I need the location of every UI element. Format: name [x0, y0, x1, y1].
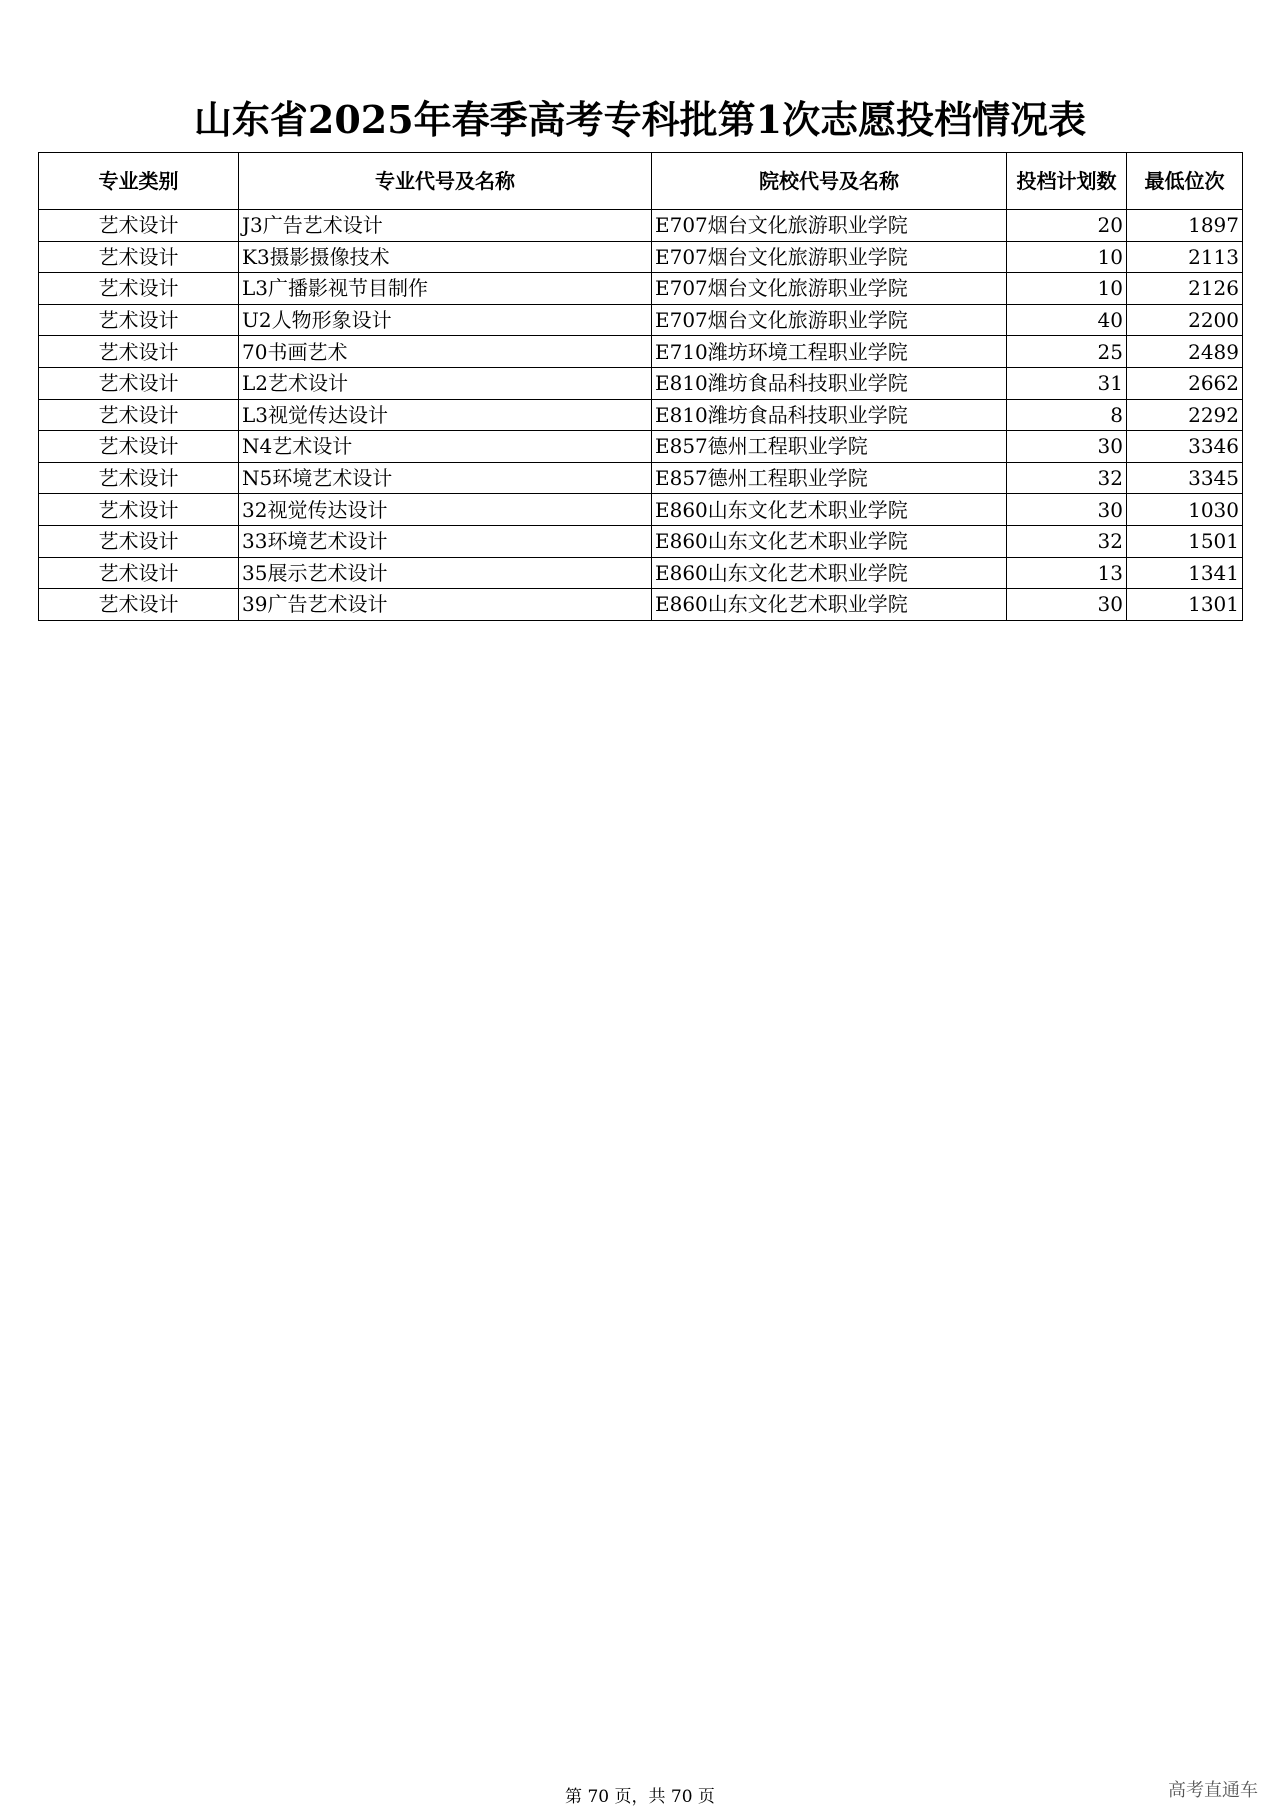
cell-plan: 32	[1007, 525, 1127, 557]
header-min-rank: 最低位次	[1127, 153, 1243, 210]
cell-category: 艺术设计	[39, 210, 239, 242]
admission-table	[38, 152, 1243, 621]
cell-major: 39广告艺术设计	[239, 589, 652, 621]
cell-min-rank: 1501	[1127, 525, 1243, 557]
cell-school: E810潍坊食品科技职业学院	[652, 399, 1007, 431]
table-row	[39, 462, 1243, 494]
cell-min-rank: 3346	[1127, 431, 1243, 463]
cell-category: 艺术设计	[39, 557, 239, 589]
cell-school: E860山东文化艺术职业学院	[652, 557, 1007, 589]
table-row	[39, 431, 1243, 463]
cell-school: E860山东文化艺术职业学院	[652, 589, 1007, 621]
header-category: 专业类别	[39, 153, 239, 210]
cell-category: 艺术设计	[39, 589, 239, 621]
cell-plan: 30	[1007, 589, 1127, 621]
cell-major: K3摄影摄像技术	[239, 241, 652, 273]
cell-school: E707烟台文化旅游职业学院	[652, 304, 1007, 336]
table-row	[39, 494, 1243, 526]
cell-plan: 10	[1007, 241, 1127, 273]
cell-min-rank: 3345	[1127, 462, 1243, 494]
table-row	[39, 273, 1243, 305]
cell-min-rank: 2200	[1127, 304, 1243, 336]
cell-category: 艺术设计	[39, 494, 239, 526]
cell-min-rank: 1341	[1127, 557, 1243, 589]
cell-major: J3广告艺术设计	[239, 210, 652, 242]
cell-major: N5环境艺术设计	[239, 462, 652, 494]
cell-school: E707烟台文化旅游职业学院	[652, 241, 1007, 273]
cell-school: E860山东文化艺术职业学院	[652, 525, 1007, 557]
table-row	[39, 336, 1243, 368]
cell-plan: 25	[1007, 336, 1127, 368]
brand-watermark: 高考直通车	[1168, 1780, 1258, 1801]
cell-plan: 32	[1007, 462, 1127, 494]
cell-school: E707烟台文化旅游职业学院	[652, 210, 1007, 242]
table-row	[39, 210, 1243, 242]
table-row	[39, 525, 1243, 557]
header-major: 专业代号及名称	[239, 153, 652, 210]
cell-category: 艺术设计	[39, 273, 239, 305]
cell-category: 艺术设计	[39, 462, 239, 494]
cell-min-rank: 2126	[1127, 273, 1243, 305]
cell-school: E857德州工程职业学院	[652, 462, 1007, 494]
cell-plan: 31	[1007, 367, 1127, 399]
page-footer: 第 70 页，共 70 页	[565, 1787, 715, 1807]
table-header-row	[39, 153, 1243, 210]
cell-min-rank: 2662	[1127, 367, 1243, 399]
table-row	[39, 367, 1243, 399]
cell-major: 32视觉传达设计	[239, 494, 652, 526]
cell-category: 艺术设计	[39, 525, 239, 557]
cell-min-rank: 1030	[1127, 494, 1243, 526]
cell-plan: 30	[1007, 431, 1127, 463]
header-school: 院校代号及名称	[652, 153, 1007, 210]
cell-category: 艺术设计	[39, 304, 239, 336]
cell-school: E857德州工程职业学院	[652, 431, 1007, 463]
cell-school: E707烟台文化旅游职业学院	[652, 273, 1007, 305]
cell-school: E810潍坊食品科技职业学院	[652, 367, 1007, 399]
table-row	[39, 589, 1243, 621]
cell-plan: 20	[1007, 210, 1127, 242]
cell-min-rank: 1301	[1127, 589, 1243, 621]
cell-major: N4艺术设计	[239, 431, 652, 463]
cell-major: L3视觉传达设计	[239, 399, 652, 431]
cell-major: 35展示艺术设计	[239, 557, 652, 589]
table-row	[39, 304, 1243, 336]
cell-school: E710潍坊环境工程职业学院	[652, 336, 1007, 368]
cell-plan: 40	[1007, 304, 1127, 336]
cell-min-rank: 2292	[1127, 399, 1243, 431]
page-title: 山东省2025年春季高考专科批第1次志愿投档情况表	[193, 97, 1087, 142]
cell-category: 艺术设计	[39, 431, 239, 463]
cell-major: 33环境艺术设计	[239, 525, 652, 557]
cell-major: U2人物形象设计	[239, 304, 652, 336]
table-row	[39, 241, 1243, 273]
table-row	[39, 557, 1243, 589]
cell-plan: 10	[1007, 273, 1127, 305]
cell-major: L2艺术设计	[239, 367, 652, 399]
cell-category: 艺术设计	[39, 399, 239, 431]
cell-min-rank: 2489	[1127, 336, 1243, 368]
header-plan: 投档计划数	[1007, 153, 1127, 210]
cell-category: 艺术设计	[39, 241, 239, 273]
cell-plan: 8	[1007, 399, 1127, 431]
cell-major: L3广播影视节目制作	[239, 273, 652, 305]
table-row	[39, 399, 1243, 431]
cell-school: E860山东文化艺术职业学院	[652, 494, 1007, 526]
cell-plan: 13	[1007, 557, 1127, 589]
cell-category: 艺术设计	[39, 336, 239, 368]
cell-min-rank: 1897	[1127, 210, 1243, 242]
cell-plan: 30	[1007, 494, 1127, 526]
cell-min-rank: 2113	[1127, 241, 1243, 273]
cell-major: 70书画艺术	[239, 336, 652, 368]
cell-category: 艺术设计	[39, 367, 239, 399]
